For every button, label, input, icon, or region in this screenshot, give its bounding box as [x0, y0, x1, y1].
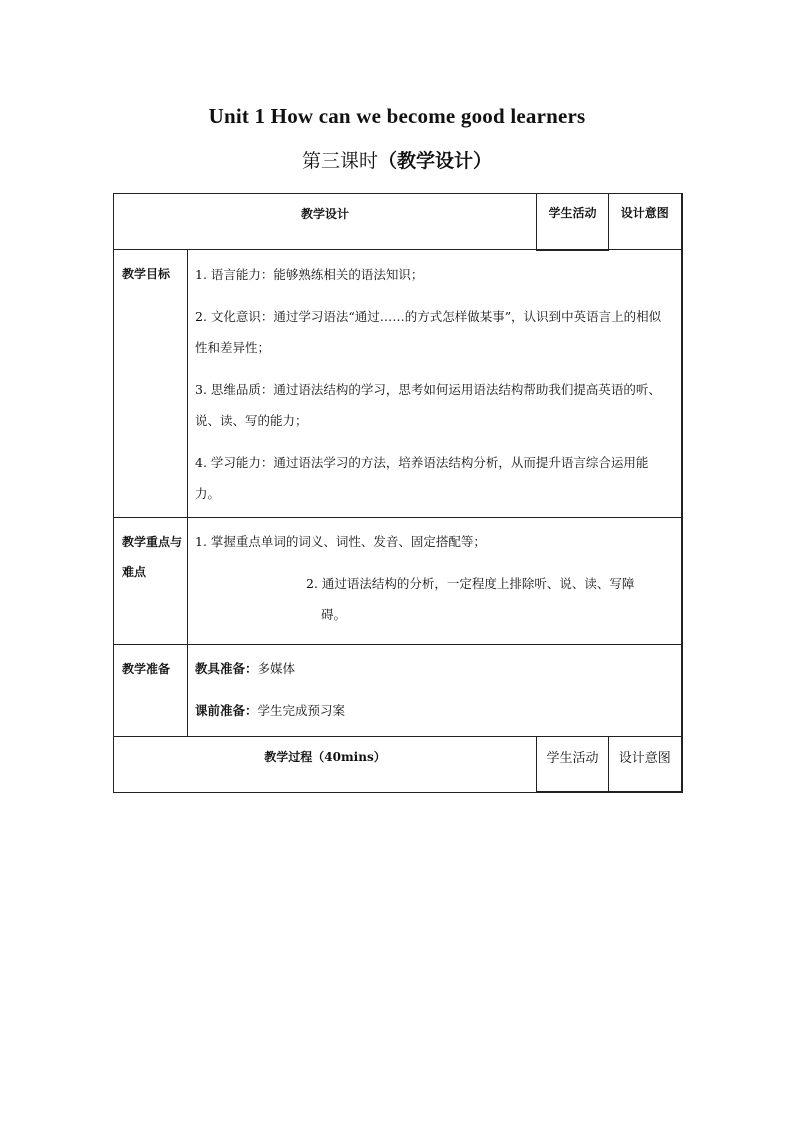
key-points-row	[114, 517, 682, 644]
objective-item: 3. 思维品质：通过语法结构的学习，思考如何运用语法结构帮助我们提高英语的听、说、读、写的能力；	[195, 381, 661, 428]
lesson-plan-table	[113, 193, 683, 793]
process-header-title: 教学过程（40mins）	[114, 736, 537, 792]
tools-label: 教具准备：	[195, 660, 258, 676]
preparation-content	[188, 644, 682, 736]
table-header-row	[114, 194, 682, 250]
objectives-row	[114, 250, 682, 518]
process-header-intent: 设计意图	[609, 736, 682, 792]
key-point-item-2-line-2: 碍。	[321, 606, 347, 622]
header-design: 教学设计	[114, 194, 537, 250]
objective-item: 2. 文化意识：通过学习语法“通过……的方式怎样做某事”，认识到中英语言上的相似性和差异性；	[195, 308, 662, 355]
objective-item: 4. 学习能力：通过语法学习的方法，培养语法结构分析，从而提升语言综合运用能力。	[195, 454, 649, 501]
document-subtitle	[0, 146, 794, 173]
key-points-content	[188, 517, 682, 644]
header-intent: 设计意图	[609, 194, 682, 250]
key-point-item-2-line-1: 2. 通过语法结构的分析，一定程度上排除听、说、读、写障	[306, 575, 635, 591]
pre-class-label: 课前准备：	[195, 702, 258, 718]
header-activity: 学生活动	[537, 194, 609, 250]
objectives-label: 教学目标	[114, 250, 188, 518]
tools-value: 多媒体	[257, 660, 296, 676]
preparation-row	[114, 644, 682, 736]
key-points-label: 教学重点与难点	[114, 517, 188, 644]
tools-line	[195, 653, 673, 684]
document-title: Unit 1 How can we become good learners	[208, 104, 586, 128]
process-header-activity: 学生活动	[537, 736, 609, 792]
key-point-item-1: 1. 掌握重点单词的词义、词性、发音、固定搭配等；	[195, 533, 486, 549]
objective-item: 1. 语言能力：能够熟练相关的语法知识；	[195, 266, 424, 282]
subtitle-bold: （教学设计）	[378, 150, 493, 172]
preparation-label: 教学准备	[114, 644, 188, 736]
process-header-row	[114, 736, 682, 792]
pre-class-value: 学生完成预习案	[257, 702, 346, 718]
pre-class-line	[195, 695, 673, 726]
objectives-content	[188, 250, 682, 518]
subtitle-prefix: 第三课时	[301, 150, 378, 172]
